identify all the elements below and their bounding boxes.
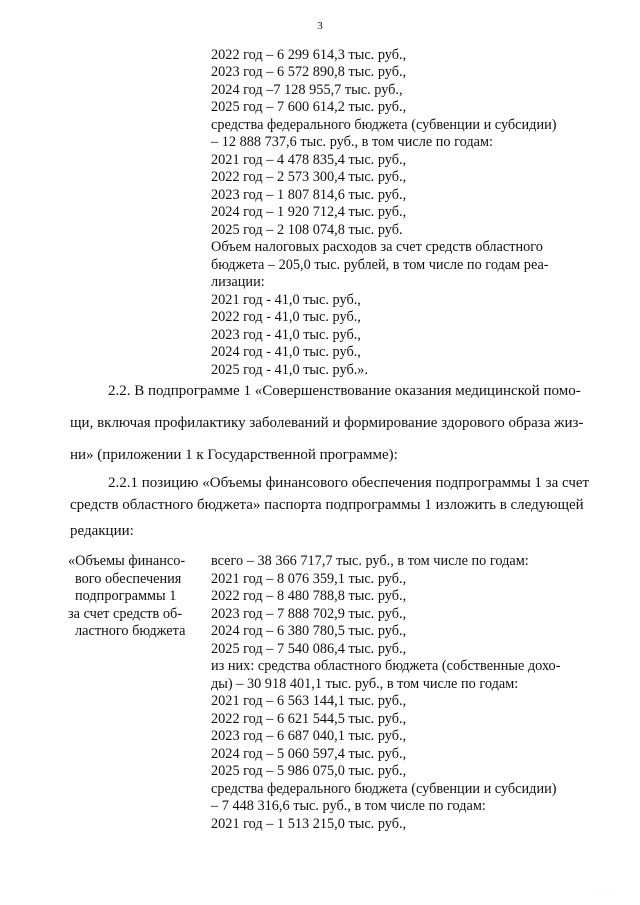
text-line: 2022 год - 41,0 тыс. руб.,: [211, 309, 361, 325]
table-value-line: 2023 год – 6 687 040,1 тыс. руб.,: [211, 728, 407, 744]
table-label-line: «Объемы финансо-: [68, 553, 186, 569]
text-line: 2021 год - 41,0 тыс. руб.,: [211, 292, 361, 308]
table-value-line: 2022 год – 6 621 544,5 тыс. руб.,: [211, 711, 407, 727]
text-line: 2023 год – 1 807 814,6 тыс. руб.,: [211, 187, 407, 203]
text-line: 2024 год - 41,0 тыс. руб.,: [211, 344, 361, 360]
table-value-line: 2023 год – 7 888 702,9 тыс. руб.,: [211, 606, 407, 622]
text-line: бюджета – 205,0 тыс. рублей, в том числе по годам реа-: [211, 257, 549, 273]
table-label-line: за счет средств об-: [68, 606, 183, 622]
text-line: 2023 год – 6 572 890,8 тыс. руб.,: [211, 64, 407, 80]
paragraph-line: щи, включая профилактику заболеваний и формирование здорового образа жиз-: [70, 415, 584, 431]
paragraph-line: 2.2. В подпрограмме 1 «Совершенствование оказания медицинской помо-: [108, 383, 581, 399]
table-label-line: подпрограммы 1: [75, 588, 177, 604]
paragraph-line: 2.2.1 позицию «Объемы финансового обеспечения подпрограммы 1 за счет: [108, 475, 590, 491]
text-line: лизации:: [211, 274, 265, 290]
page-number: 3: [317, 20, 323, 32]
table-value-line: – 7 448 316,6 тыс. руб., в том числе по годам:: [211, 798, 486, 814]
table-value-line: 2025 год – 7 540 086,4 тыс. руб.,: [211, 641, 407, 657]
text-line: 2022 год – 2 573 300,4 тыс. руб.,: [211, 169, 407, 185]
text-line: 2025 год – 2 108 074,8 тыс. руб.: [211, 222, 403, 238]
table-value-line: 2024 год – 6 380 780,5 тыс. руб.,: [211, 623, 407, 639]
table-value-line: 2022 год – 8 480 788,8 тыс. руб.,: [211, 588, 407, 604]
text-line: средства федерального бюджета (субвенции и субсидии): [211, 117, 557, 133]
text-line: – 12 888 737,6 тыс. руб., в том числе по годам:: [211, 134, 493, 150]
text-line: 2024 год – 1 920 712,4 тыс. руб.,: [211, 204, 407, 220]
table-value-line: из них: средства областного бюджета (собственные дохо-: [211, 658, 561, 674]
table-value-line: всего – 38 366 717,7 тыс. руб., в том числе по годам:: [211, 553, 529, 569]
table-label-line: вого обеспечения: [75, 571, 182, 587]
table-value-line: 2021 год – 6 563 144,1 тыс. руб.,: [211, 693, 407, 709]
text-line: 2021 год – 4 478 835,4 тыс. руб.,: [211, 152, 407, 168]
scan-artifact: ·· ··: [595, 891, 620, 897]
text-line: 2024 год –7 128 955,7 тыс. руб.,: [211, 82, 403, 98]
table-value-line: средства федерального бюджета (субвенции и субсидии): [211, 781, 557, 797]
paragraph-line: ни» (приложении 1 к Государственной программе):: [70, 447, 398, 463]
table-value-line: ды) – 30 918 401,1 тыс. руб., в том числе по годам:: [211, 676, 519, 692]
text-line: 2023 год - 41,0 тыс. руб.,: [211, 327, 361, 343]
table-value-line: 2021 год – 1 513 215,0 тыс. руб.,: [211, 816, 407, 832]
text-line: 2025 год – 7 600 614,2 тыс. руб.,: [211, 99, 407, 115]
text-line: Объем налоговых расходов за счет средств областного: [211, 239, 543, 255]
table-label-line: ластного бюджета: [75, 623, 186, 639]
text-line: 2022 год – 6 299 614,3 тыс. руб.,: [211, 47, 407, 63]
paragraph-line: средств областного бюджета» паспорта подпрограммы 1 изложить в следующей: [70, 497, 584, 513]
table-value-line: 2024 год – 5 060 597,4 тыс. руб.,: [211, 746, 407, 762]
table-value-line: 2021 год – 8 076 359,1 тыс. руб.,: [211, 571, 407, 587]
table-value-line: 2025 год – 5 986 075,0 тыс. руб.,: [211, 763, 407, 779]
paragraph-line: редакции:: [70, 523, 134, 539]
text-line: 2025 год - 41,0 тыс. руб.».: [211, 362, 369, 378]
